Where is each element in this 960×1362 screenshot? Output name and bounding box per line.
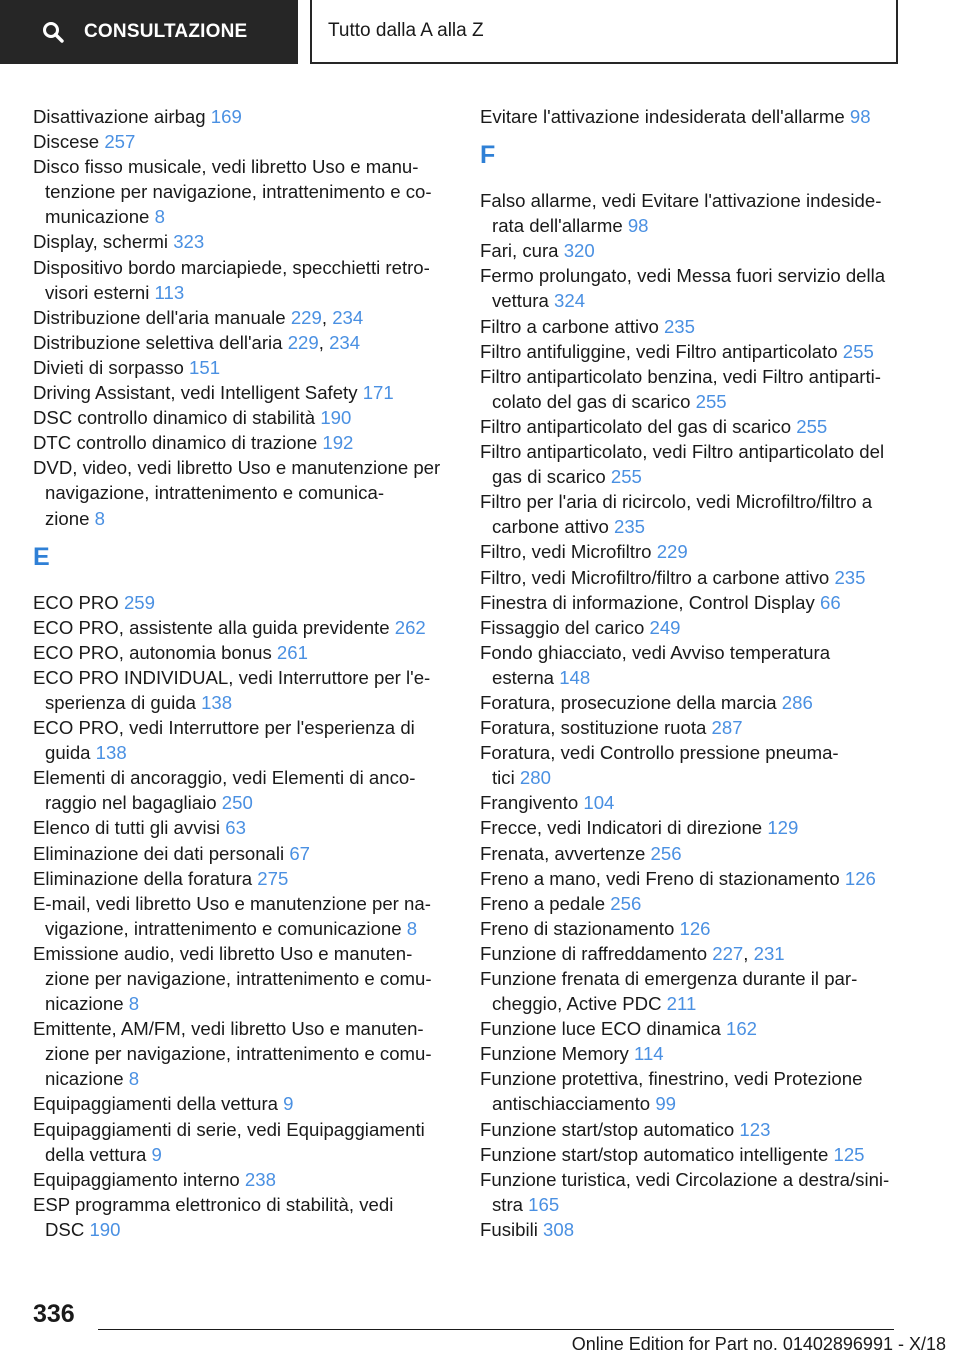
index-entry: Distribuzione selettiva dell'aria 229, 234 [33, 331, 361, 353]
index-entry: Filtro antiparticolato del gas di scarico 255 [480, 415, 828, 437]
page-reference-link[interactable]: 257 [104, 131, 136, 153]
page-reference-link[interactable]: 255 [842, 340, 874, 362]
index-entry: Funzione start/stop automatico 123 [480, 1118, 771, 1140]
page-reference-link[interactable]: 320 [563, 240, 595, 262]
index-entry: Foratura, vedi Controllo pressione pneuma- tici 280 [480, 742, 839, 789]
page-reference-link[interactable]: 234 [329, 331, 361, 353]
index-entry: Emittente, AM/FM, vedi libretto Uso e manuten- zione per navigazione, intrattenimento e comu- nicazione 8 [33, 1018, 432, 1090]
index-entry: Funzione di raffreddamento 227, 231 [480, 942, 785, 964]
page-reference-link[interactable]: 8 [94, 507, 105, 529]
section-label: CONSULTAZIONE [84, 21, 248, 42]
index-entry: Frenata, avvertenze 256 [480, 842, 682, 864]
index-entry: Fusibili 308 [480, 1218, 575, 1240]
page-reference-link[interactable]: 256 [610, 892, 642, 914]
page-reference-link[interactable]: 259 [123, 591, 155, 613]
page-reference-link[interactable]: 255 [610, 466, 642, 488]
index-entry: Funzione Memory 114 [480, 1043, 664, 1065]
index-entry: Evitare l'attivazione indesiderata dell'allarme 98 [480, 106, 871, 127]
index-entry: Elenco di tutti gli avvisi 63 [33, 817, 246, 839]
index-entry: Fondo ghiacciato, vedi Avviso temperatura esterna 148 [480, 641, 831, 688]
edition-note: Online Edition for Part no. 01402896991 - X/18 [571, 1334, 946, 1354]
index-entry: Frangivento 104 [480, 792, 615, 814]
page-reference-link[interactable]: 138 [201, 691, 233, 713]
index-entry: Dispositivo bordo marciapiede, specchietti retro- visori esterni 113 [33, 256, 430, 303]
page-reference-link[interactable]: 171 [362, 382, 394, 404]
page-reference-link[interactable]: 113 [154, 281, 185, 303]
page-reference-link[interactable]: 8 [406, 917, 418, 939]
index-entry: Display, schermi 323 [33, 231, 205, 253]
index-entry: Filtro, vedi Microfiltro 229 [480, 541, 688, 563]
index-entry: ECO PRO, assistente alla guida previdente 262 [33, 616, 426, 638]
search-icon [42, 21, 64, 43]
index-entry: Freno a mano, vedi Freno di stazionamento 126 [480, 867, 876, 889]
index-entry: ECO PRO, vedi Interruttore per l'esperienza di guida 138 [33, 717, 415, 764]
index-entry: Funzione luce ECO dinamica 162 [480, 1018, 758, 1040]
index-letter-heading: F [480, 141, 496, 170]
index-entry: Disattivazione airbag 169 [33, 106, 242, 127]
index-entry: Funzione protettiva, finestrino, vedi Protezione antischiacciamento 99 [480, 1068, 863, 1115]
index-entry: Foratura, sostituzione ruota 287 [480, 717, 743, 739]
page-reference-link[interactable]: 280 [519, 767, 551, 789]
page-reference-link[interactable]: 229 [287, 331, 319, 353]
page-reference-link[interactable]: 255 [796, 415, 828, 437]
index-letter-heading: E [33, 542, 50, 571]
index-entry: Emissione audio, vedi libretto Uso e manuten- zione per navigazione, intrattenimento e comu- nicazione 8 [33, 942, 432, 1015]
index-entry: Frecce, vedi Indicatori di direzione 129 [480, 817, 799, 839]
index-entry: Filtro, vedi Microfiltro/filtro a carbone attivo 235 [480, 566, 866, 588]
page-reference-link[interactable]: 165 [528, 1193, 560, 1215]
page-reference-link[interactable]: 114 [633, 1043, 664, 1065]
page-reference-link[interactable]: 192 [322, 432, 354, 454]
page-reference-link[interactable]: 211 [666, 993, 697, 1015]
index-entry: Eliminazione della foratura 275 [33, 867, 289, 889]
page-reference-link[interactable]: 249 [649, 616, 681, 638]
index-entry: Driving Assistant, vedi Intelligent Safety 171 [33, 382, 394, 404]
page-reference-link[interactable]: 125 [833, 1143, 865, 1165]
page-reference-link[interactable]: 148 [559, 666, 591, 688]
page-reference-link[interactable]: 123 [739, 1118, 771, 1140]
page-reference-link[interactable]: 169 [210, 106, 242, 127]
index-entry: Funzione turistica, vedi Circolazione a destra/sini- stra 165 [480, 1168, 890, 1215]
page-reference-link[interactable]: 190 [89, 1218, 121, 1240]
page-reference-link[interactable]: 67 [289, 842, 311, 864]
index-entry: Filtro antifuliggine, vedi Filtro antiparticolato 255 [480, 340, 874, 362]
page-reference-link[interactable]: 234 [332, 306, 364, 328]
page-reference-link[interactable]: 8 [154, 206, 165, 228]
index-entry: Disco fisso musicale, vedi libretto Uso e manu- tenzione per navigazione, intrattenimento e co- municazione 8 [33, 156, 432, 228]
index-entry: DSC controllo dinamico di stabilità 190 [33, 407, 352, 429]
index-entry: Freno a pedale 256 [480, 892, 642, 914]
index-entry: Distribuzione dell'aria manuale 229, 234 [33, 306, 364, 328]
page-reference-link[interactable]: 261 [276, 641, 308, 663]
chapter-title: Tutto dalla A alla Z [328, 20, 484, 41]
index-entry: ECO PRO 259 [33, 591, 155, 613]
index-column-left [33, 104, 453, 1242]
page-reference-link[interactable]: 9 [151, 1143, 162, 1165]
page-reference-link[interactable]: 104 [583, 792, 615, 814]
page-reference-link[interactable]: 8 [128, 993, 140, 1015]
page-reference-link[interactable]: 235 [613, 516, 646, 538]
index-entry: Filtro a carbone attivo 235 [480, 315, 695, 337]
page-reference-link[interactable]: 238 [244, 1168, 276, 1190]
page-reference-link[interactable]: 255 [695, 390, 727, 412]
page-reference-link[interactable]: 190 [320, 407, 352, 429]
index-entry: Filtro antiparticolato benzina, vedi Filtro antiparti- colato del gas di scarico 255 [480, 365, 881, 412]
page-reference-link[interactable]: 229 [656, 541, 688, 563]
page-reference-link[interactable]: 323 [173, 231, 205, 253]
index-entry: E-mail, vedi libretto Uso e manutenzione per na- vigazione, intrattenimento e comunicazione 8 [33, 892, 431, 939]
page-reference-link[interactable]: 126 [679, 917, 711, 939]
index-entry: Foratura, prosecuzione della marcia 286 [480, 691, 813, 713]
page-reference-link[interactable]: 235 [663, 315, 695, 337]
page-reference-link[interactable]: 229 [290, 306, 322, 328]
index-entry: Discese 257 [33, 131, 136, 153]
index-entry: Filtro per l'aria di ricircolo, vedi Microfiltro/filtro a carbone attivo 235 [480, 491, 873, 538]
page-reference-link[interactable]: 98 [627, 215, 649, 237]
index-entry: ESP programma elettronico di stabilità, vedi DSC 190 [33, 1193, 394, 1240]
page-reference-link[interactable]: 235 [834, 566, 866, 588]
page-reference-link[interactable]: 129 [767, 817, 799, 839]
index-entry: Elementi di ancoraggio, vedi Elementi di anco- raggio nel bagagliaio 250 [33, 767, 416, 814]
index-entry: Equipaggiamenti della vettura 9 [33, 1093, 294, 1115]
page-reference-link[interactable]: 256 [650, 842, 682, 864]
index-entry: Equipaggiamento interno 238 [33, 1168, 276, 1190]
page-header [0, 0, 960, 66]
index-entry: Funzione start/stop automatico intelligente 125 [480, 1143, 865, 1165]
page-reference-link[interactable]: 98 [849, 106, 871, 127]
index-entry: Freno di stazionamento 126 [480, 917, 711, 939]
section-tab[interactable] [0, 0, 298, 64]
index-entry: Divieti di sorpasso 151 [33, 356, 221, 378]
index-entry: Fari, cura 320 [480, 240, 595, 262]
index-entry: DVD, video, vedi libretto Uso e manutenzione per navigazione, intrattenimento e comunica- zione 8 [33, 457, 441, 529]
page-reference-link[interactable]: 99 [655, 1093, 676, 1115]
index-entry: Fissaggio del carico 249 [480, 616, 681, 638]
page-reference-link[interactable]: 324 [554, 290, 586, 312]
page-reference-link[interactable]: 66 [820, 591, 841, 613]
page-reference-link[interactable]: 9 [283, 1093, 294, 1115]
page-reference-link[interactable]: 63 [225, 817, 246, 839]
index-entry: Falso allarme, vedi Evitare l'attivazione indeside- rata dell'allarme 98 [480, 190, 882, 237]
index-entry: Equipaggiamenti di serie, vedi Equipaggiamenti della vettura 9 [33, 1118, 425, 1165]
page-reference-link[interactable]: 8 [128, 1068, 140, 1090]
index-entry: ECO PRO, autonomia bonus 261 [33, 641, 308, 663]
page-reference-link[interactable]: 286 [781, 691, 813, 713]
page-reference-link[interactable]: 138 [95, 742, 127, 764]
page-reference-link[interactable]: 262 [394, 616, 426, 638]
page-reference-link[interactable]: 126 [844, 867, 876, 889]
index-entry: Finestra di informazione, Control Display 66 [480, 591, 841, 613]
page-reference-link[interactable]: 227 [712, 942, 744, 964]
page-reference-link[interactable]: 308 [543, 1218, 575, 1240]
index-entry: Filtro antiparticolato, vedi Filtro antiparticolato del gas di scarico 255 [480, 441, 885, 488]
index-entry: Eliminazione dei dati personali 67 [33, 842, 311, 864]
page-number: 336 [33, 1300, 75, 1328]
index-entry: Fermo prolungato, vedi Messa fuori servizio della vettura 324 [480, 265, 886, 312]
page-reference-link[interactable]: 231 [753, 942, 785, 964]
page-reference-link[interactable]: 275 [257, 867, 289, 889]
page-reference-link[interactable]: 287 [711, 717, 743, 739]
index-entry: DTC controllo dinamico di trazione 192 [33, 432, 354, 454]
page-reference-link[interactable]: 151 [189, 356, 221, 378]
chapter-tab [310, 0, 898, 64]
footer-divider [98, 1329, 894, 1330]
index-entry: ECO PRO INDIVIDUAL, vedi Interruttore per l'e- sperienza di guida 138 [33, 666, 431, 713]
index-column-right [480, 104, 900, 1242]
index-entry: Funzione frenata di emergenza durante il par- cheggio, Active PDC 211 [480, 968, 858, 1015]
page-reference-link[interactable]: 250 [221, 792, 253, 814]
page-reference-link[interactable]: 162 [725, 1018, 758, 1040]
